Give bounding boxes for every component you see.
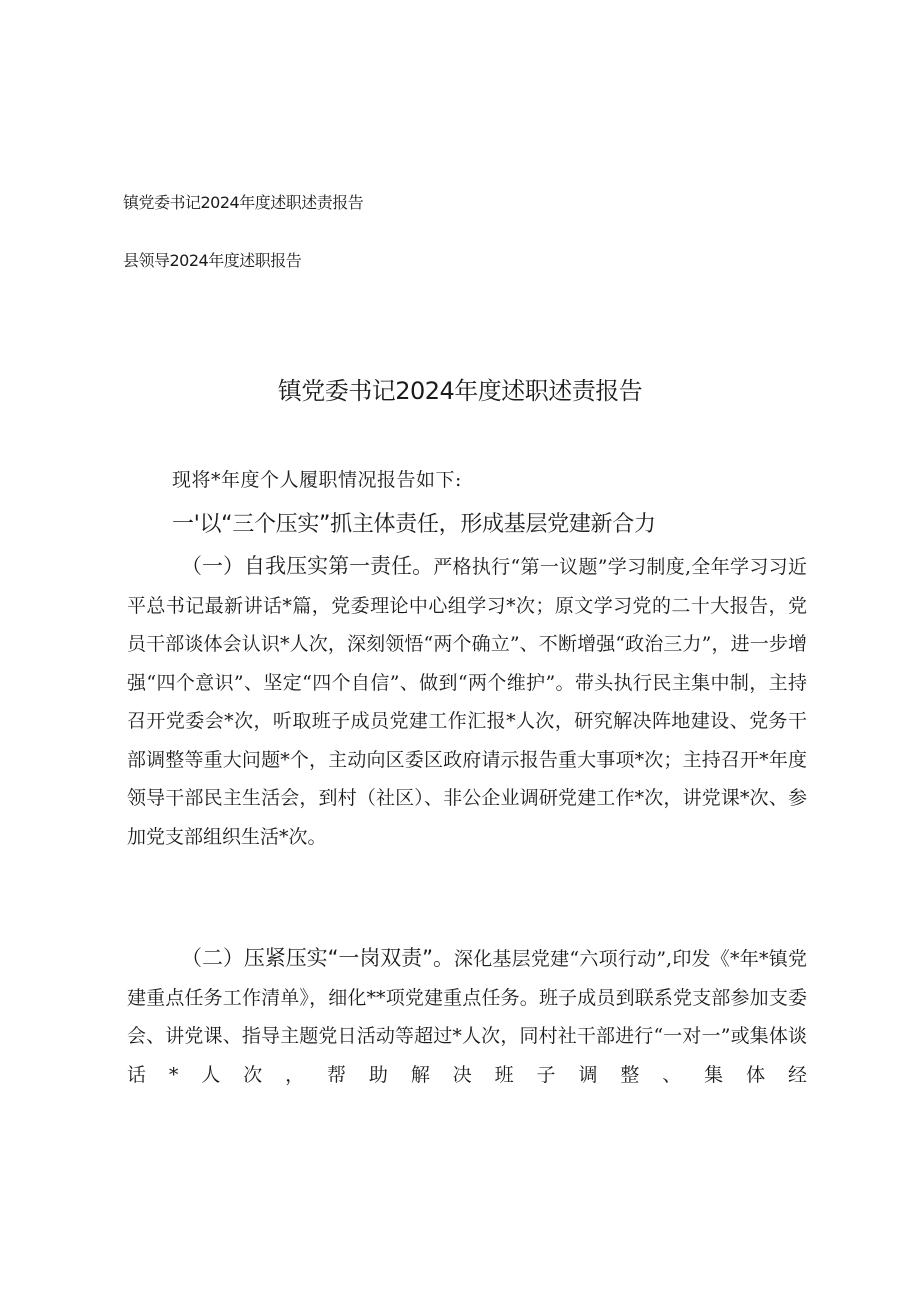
section-2-subheading: （二）压紧压实“一岗双责”。 (181, 946, 454, 970)
section-2-block (127, 939, 807, 1094)
section-1-block (127, 547, 807, 856)
section-1-paragraph (127, 547, 807, 856)
section-1-text: 严格执行“第一议题”学习制度,全年学习习近平总书记最新讲话*篇，党委理论中心组学习*次；原文学习党的二十大报告，党员干部谈体会认识*人次，深刻领悟“两个确立”、不断增强“政治三力”，进一步增强“四个意识”、坚定“四个自信”、做到“两个维护”。带头执行民主集中制，主持召开党委会*次，听取班子成员党建工作汇报*人次，研究解决阵地建设、党务干部调整等重大问题*个，主动向区委区政府请示报告重大事项*次；主持召开*年度领导干部民主生活会，到村（社区）、非公企业调研党建工作*次，讲党课*次、参加党支部组织生活*次。 (127, 556, 807, 848)
toc-item-county-leader-report[interactable]: 县领导2024年度述职报告 (123, 251, 302, 270)
section-1-subheading: （一）自我压实第一责任。 (181, 554, 434, 578)
section-2-paragraph (127, 939, 807, 1094)
section-2-text: 深化基层党建“六项行动”,印发《*年*镇党建重点任务工作清单》，细化**项党建重点任务。班子成员到联系党支部参加支委会、讲党课、指导主题党日活动等超过*人次，同村社干部进行“一对一”或集体谈话*人次，帮助解决班子调整、集体经 (127, 948, 808, 1086)
section-heading-1: 一'以“三个压实”抓主体责任，形成基层党建新合力 (172, 512, 656, 537)
document-title: 镇党委书记2024年度述职述责报告 (277, 377, 643, 405)
toc-item-town-secretary-report[interactable]: 镇党委书记2024年度述职述责报告 (123, 193, 364, 212)
intro-paragraph: 现将*年度个人履职情况报告如下: (172, 469, 462, 491)
